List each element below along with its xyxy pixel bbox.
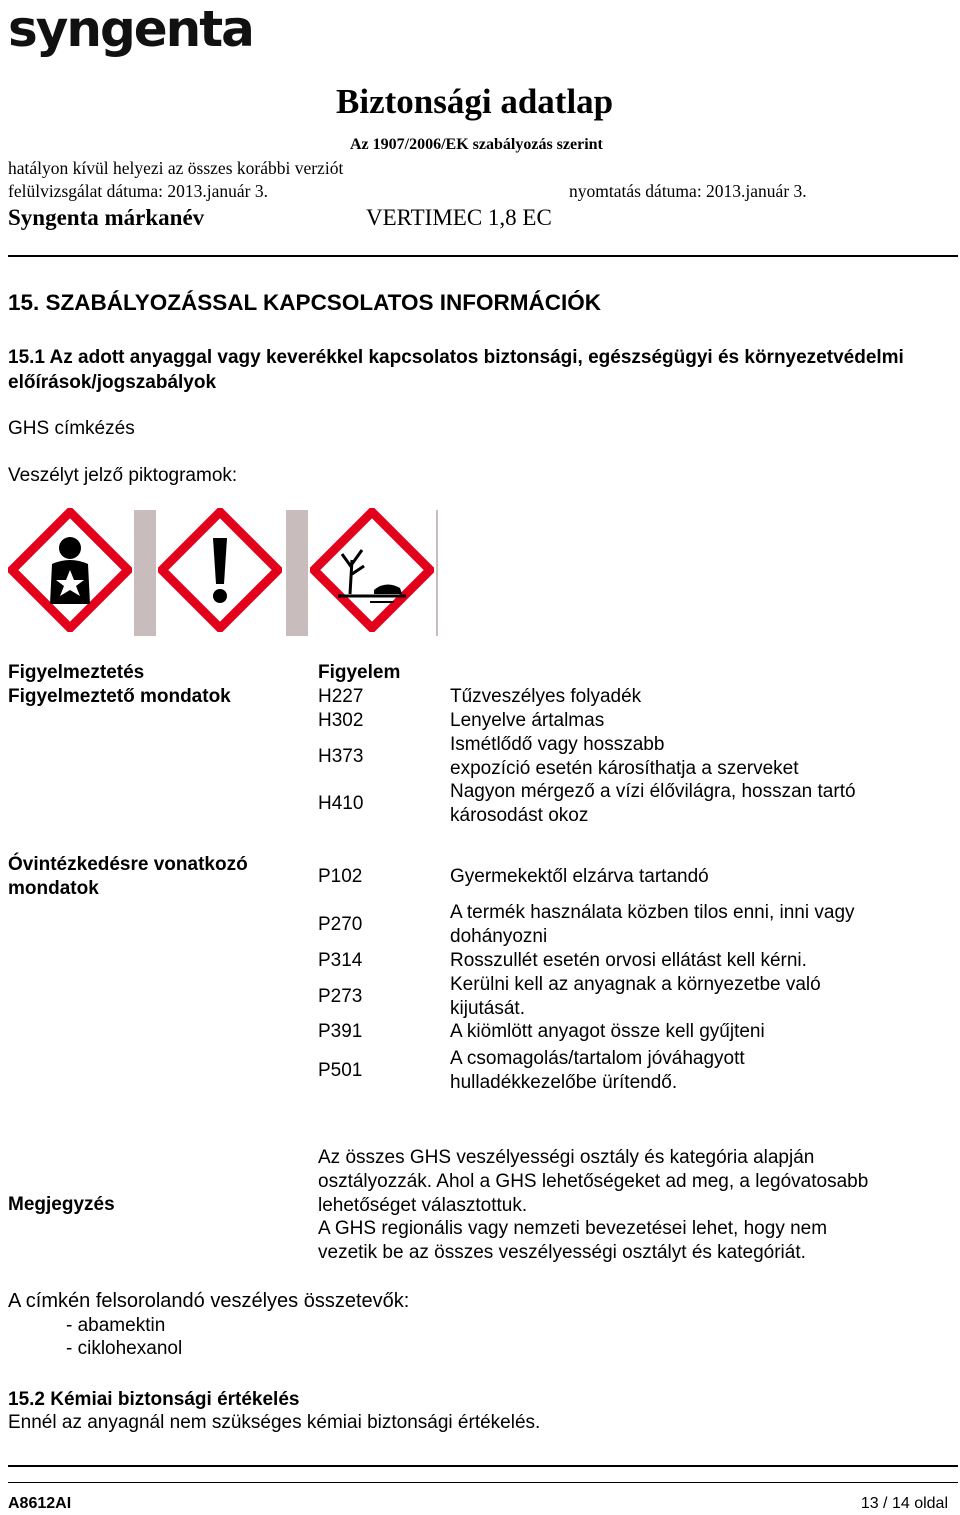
revision-date: felülvizsgálat dátuma: 2013.január 3.: [8, 181, 268, 201]
precaution-text: kijutását.: [450, 998, 525, 1019]
section-title: 15. SZABÁLYOZÁSSAL KAPCSOLATOS INFORMÁCIÓK: [8, 290, 601, 315]
components-label: A címkén felsorolandó veszélyes összetevők:: [8, 1290, 410, 1312]
precaution-code: P314: [318, 950, 363, 971]
pictogram-separator: [436, 510, 438, 636]
component-item: - abamektin: [66, 1315, 166, 1336]
hazard-text: expozíció esetén károsíthatja a szerveket: [450, 758, 799, 779]
hazard-text: Nagyon mérgező a vízi élővilágra, hosszan tartó: [450, 781, 856, 802]
precaution-text: A kiömlött anyagot össze kell gyűjteni: [450, 1021, 765, 1042]
subsection-15-2-title: 15.2 Kémiai biztonsági értékelés: [8, 1389, 300, 1410]
footer-document-code: A8612AI: [8, 1495, 72, 1512]
environment-icon: [310, 508, 434, 632]
hazard-code: H410: [318, 793, 364, 814]
brand-label: Syngenta márkanév: [8, 205, 205, 230]
precaution-text: hulladékkezelőbe ürítendő.: [450, 1072, 678, 1093]
header-divider: [8, 255, 958, 257]
subsection-15-1-title: 15.1 Az adott anyaggal vagy keverékkel kapcsolatos biztonsági, egészségügyi és környezetvédelmi előírások/jogszabályok: [8, 347, 904, 393]
note-text: osztályozzák. Ahol a GHS lehetőségeket ad meg, a legóvatosabb: [318, 1171, 869, 1192]
footer-divider: [8, 1482, 958, 1483]
hazard-code: H227: [318, 686, 364, 707]
footer-page-number: 13 / 14 oldal: [860, 1495, 948, 1512]
precaution-code: P273: [318, 986, 363, 1007]
precaution-label: mondatok: [8, 878, 99, 899]
hazard-text: károsodást okoz: [450, 805, 589, 826]
pictograms-label: Veszélyt jelző piktogramok:: [8, 465, 238, 486]
hazard-text: Tűzveszélyes folyadék: [450, 686, 642, 707]
hazard-code: H373: [318, 746, 364, 767]
regulation-reference: Az 1907/2006/EK szabályozás szerint: [350, 136, 603, 153]
precaution-text: dohányozni: [450, 926, 548, 947]
precaution-code: P391: [318, 1021, 363, 1042]
signal-word-label: Figyelmeztetés: [8, 662, 145, 683]
subsection-15-2-text: Ennél az anyagnál nem szükséges kémiai biztonsági értékelés.: [8, 1412, 541, 1433]
component-item: - ciklohexanol: [66, 1338, 183, 1359]
hazard-text: Ismétlődő vagy hosszabb: [450, 734, 665, 755]
syngenta-logo: syngenta: [8, 0, 253, 58]
print-date: nyomtatás dátuma: 2013.január 3.: [569, 181, 807, 201]
note-text: lehetőséget választottuk.: [318, 1195, 528, 1216]
pictogram-separator: [286, 510, 308, 636]
ghs-label: GHS címkézés: [8, 418, 135, 439]
precaution-text: Kerülni kell az anyagnak a környezetbe való: [450, 974, 821, 995]
precaution-text: A termék használata közben tilos enni, inni vagy: [450, 902, 855, 923]
note-text: A GHS regionális vagy nemzeti bevezetései lehet, hogy nem: [318, 1218, 828, 1239]
precaution-code: P270: [318, 914, 363, 935]
signal-word-value: Figyelem: [318, 662, 401, 683]
footer-divider: [8, 1465, 958, 1467]
supersedes-note: hatályon kívül helyezi az összes korábbi verziót: [8, 158, 344, 178]
precaution-text: Rosszullét esetén orvosi ellátást kell kérni.: [450, 950, 807, 971]
hazard-text: Lenyelve ártalmas: [450, 710, 605, 731]
precaution-text: A csomagolás/tartalom jóváhagyott: [450, 1048, 745, 1069]
note-text: vezetik be az összes veszélyességi osztályt és kategóriát.: [318, 1242, 806, 1263]
precaution-code: P501: [318, 1060, 363, 1081]
hazard-code: H302: [318, 710, 364, 731]
hazard-statements-label: Figyelmeztető mondatok: [8, 686, 231, 707]
precaution-code: P102: [318, 866, 363, 887]
note-text: Az összes GHS veszélyességi osztály és kategória alapján: [318, 1147, 815, 1168]
health-hazard-icon: [8, 508, 132, 632]
product-name: VERTIMEC 1,8 EC: [366, 205, 552, 230]
document-title: Biztonsági adatlap: [336, 82, 614, 121]
exclamation-mark-icon: [158, 508, 282, 632]
precaution-label: Óvintézkedésre vonatkozó: [8, 854, 248, 875]
pictogram-separator: [134, 510, 156, 636]
note-label: Megjegyzés: [8, 1194, 115, 1215]
precaution-text: Gyermekektől elzárva tartandó: [450, 866, 709, 887]
